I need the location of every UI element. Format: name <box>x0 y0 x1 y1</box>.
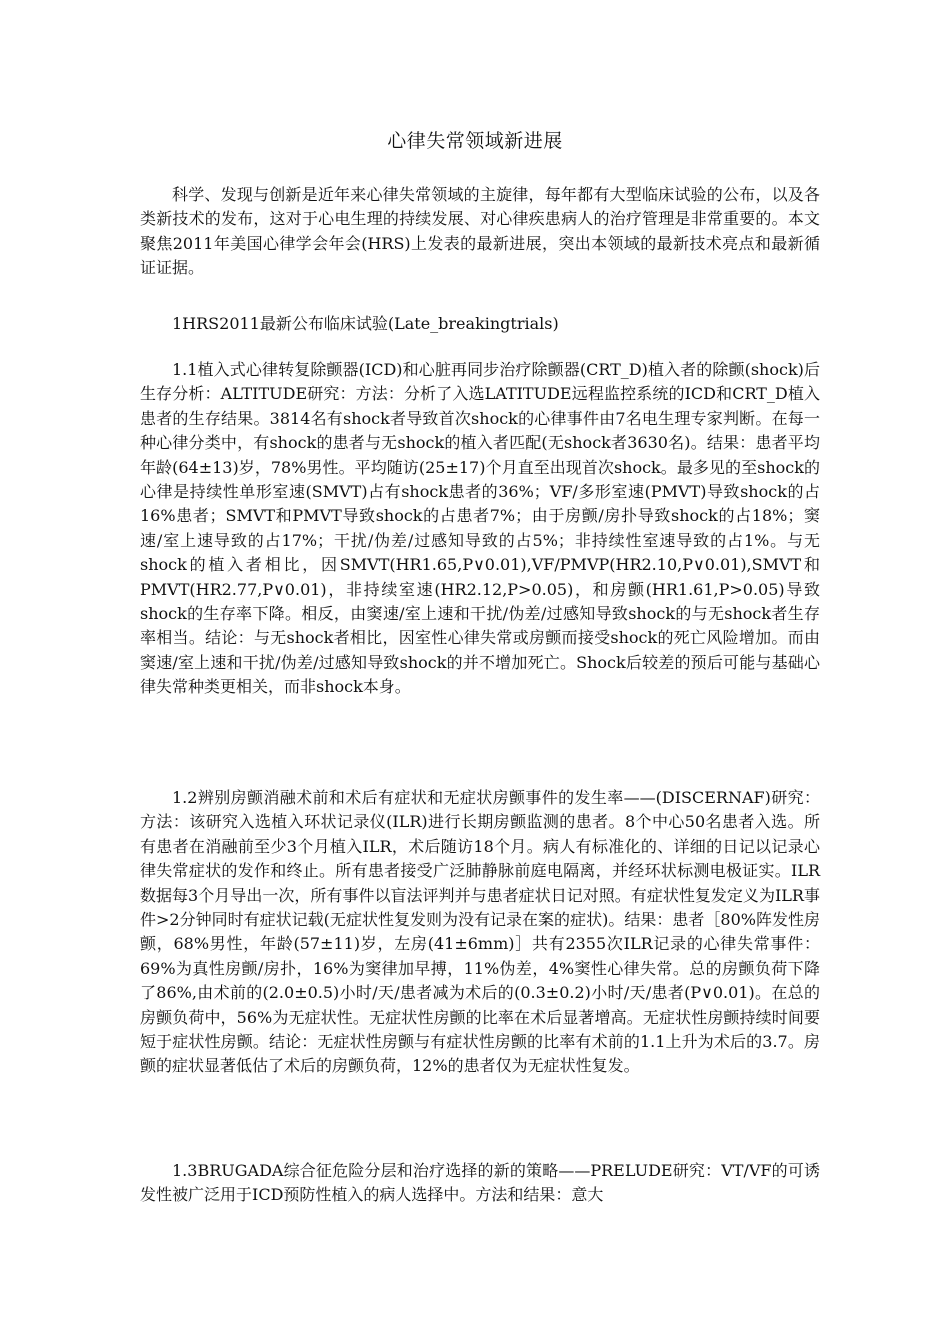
section-1-1-paragraph: 1.1植入式心律转复除颤器(ICD)和心脏再同步治疗除颤器(CRT_D)植入者的除颤(shock)后生存分析：ALTITUDE研究：方法：分析了入选LATITUDE远程监控系统的ICD和CRT_D植入患者的生存结果。3814名有shock者导致首次shock的心律事件由7名电生理专家判断。在每一种心律分类中，有shock的患者与无shock的植入者匹配(无shock者3630名)。结果：患者平均年龄(64±13)岁，78%男性。平均随访(25±17)个月直至出现首次shock。最多见的至shock的心律是持续性单形室速(SMVT)占有shock患者的36%；VF/多形室速(PMVT)导致shock的占16%患者；SMVT和PMVT导致shock的占患者7%；由于房颤/房扑导致shock的占18%；窦速/室上速导致的占17%；干扰/伪差/过感知导致的占5%；非持续性室速导致的占1%。与无shock的植入者相比，因SMVT(HR1.65,P∨0.01),VF/PMVP(HR2.10,P∨0.01),SMVT和PMVT(HR2.77,P∨0.01)，非持续室速(HR2.12,P>0.05)，和房颤(HR1.61,P>0.05)导致shock的生存率下降。相反，由窦速/室上速和干扰/伪差/过感知导致shock的与无shock者生存率相当。结论：与无shock者相比，因室性心律失常或房颤而接受shock的死亡风险增加。而由窦速/室上速和干扰/伪差/过感知导致shock的并不增加死亡。Shock后较差的预后可能与基础心律失常种类更相关，而非shock本身。 <box>140 360 820 697</box>
document-title: 心律失常领域新进展 <box>387 130 563 152</box>
section-1-2-paragraph: 1.2辨别房颤消融术前和术后有症状和无症状房颤事件的发生率——(DISCERNAF)研究：方法：该研究入选植入环状记录仪(ILR)进行长期房颤监测的患者。8个中心50名患者入选。所有患者在消融前至少3个月植入ILR，术后随访18个月。病人有标准化的、详细的日记以记录心律失常症状的发作和终止。所有患者接受广泛肺静脉前庭电隔离，并经环状标测电极证实。ILR数据每3个月导出一次，所有事件以盲法评判并与患者症状日记对照。有症状性复发定义为ILR事件>2分钟同时有症状记载(无症状性复发则为没有记录在案的症状)。结果：患者［80%阵发性房颤，68%男性，年龄(57±11)岁，左房(41±6mm)］共有2355次ILR记录的心律失常事件：69%为真性房颤/房扑，16%为窦律加早搏，11%伪差，4%窦性心律失常。总的房颤负荷下降了86%,由术前的(2.0±0.5)小时/天/患者减为术后的(0.3±0.2)小时/天/患者(P∨0.01)。在总的房颤负荷中，56%为无症状性。无症状性房颤的比率在术后显著增高。无症状性房颤持续时间要短于症状性房颤。结论：无症状性房颤与有症状性房颤的比率有术前的1.1上升为术后的3.7。房颤的症状显著低估了术后的房颤负荷，12%的患者仅为无症状性复发。 <box>140 788 820 1076</box>
intro-paragraph: 科学、发现与创新是近年来心律失常领域的主旋律，每年都有大型临床试验的公布，以及各类新技术的发布，这对于心电生理的持续发展、对心律疾患病人的治疗管理是非常重要的。本文聚焦2011年美国心律学会年会(HRS)上发表的最新进展，突出本领域的最新技术亮点和最新循证证据。 <box>140 185 820 278</box>
section-heading: 1HRS2011最新公布临床试验(Late_breakingtrials) <box>172 314 559 333</box>
section-1-3-paragraph: 1.3BRUGADA综合征危险分层和治疗选择的新的策略——PRELUDE研究：VT/VF的可诱发性被广泛用于ICD预防性植入的病人选择中。方法和结果：意大 <box>140 1161 820 1205</box>
